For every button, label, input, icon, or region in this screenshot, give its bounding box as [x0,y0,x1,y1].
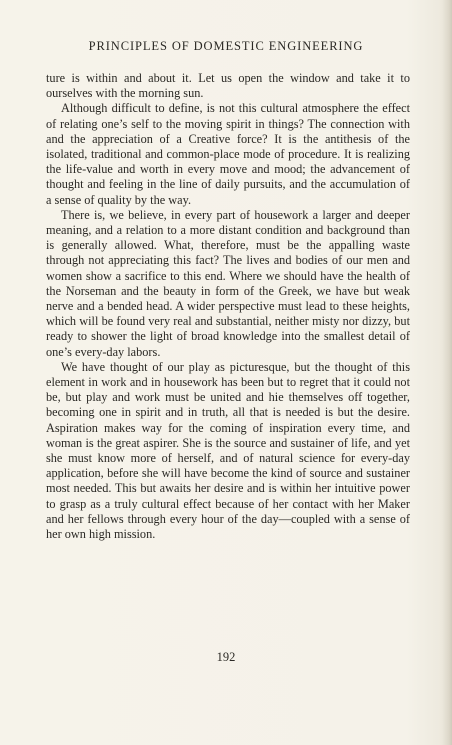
paragraph-housework-meaning: There is, we believe, in every part of housework a larger and deeper meaning, and a relation to a more distant condition and background than is generally allowed. What, therefore, must be the appalling waste through not appreciating this fact? The lives and bodies of our men and women show a sacrifice to this end. Where we should have the health of the Norseman and the beauty in form of the Greek, we have but weak nerve and a bended head. A wider perspective must lead to these heights, which will be found very real and substantial, neither misty nor dizzy, but ready to shower the light of broad knowledge into the smallest detail of one’s every-day labors. [46,207,410,359]
page-number: 192 [216,650,236,664]
paragraph-play-and-work: We have thought of our play as picturesque, but the thought of this element in work and in housework has been but to regret that it could not be, but play and work must be united and hie themselves off together, becoming one in spirit and in truth, all that is needed is but the desire. Aspiration makes way for the coming of inspiration every time, and woman is the great aspirer. She is the source and sustainer of life, and yet she must know more of herself, and of natural science for every-day application, before she will have become the kind of source and sustainer most needed. This but awaits her desire and is within her intuitive power to grasp as a truly cultural effect because of her contact with her Maker and her fellows through every hour of the day—coupled with a sense of her own high mission. [46,359,410,542]
body-text [46,71,410,542]
running-head: PRINCIPLES OF DOMESTIC ENGINEERING [88,39,364,53]
page-edge-shadow [442,0,452,745]
paragraph-cultural-atmosphere: Although difficult to define, is not this cultural atmosphere the effect of relating one’s self to the moving spirit in things? The connection with and the appreciation of a Creative force? It is the antithesis of the isolated, traditional and common-place mode of procedure. It is realizing the life-value and worth in every move and mood; the advancement of thought and feeling in the line of daily pursuits, and the accumulation of a sense of quality by the way. [46,101,410,207]
paragraph-continuation: ture is within and about it. Let us open the window and take it to ourselves with the morning sun. [46,71,410,101]
